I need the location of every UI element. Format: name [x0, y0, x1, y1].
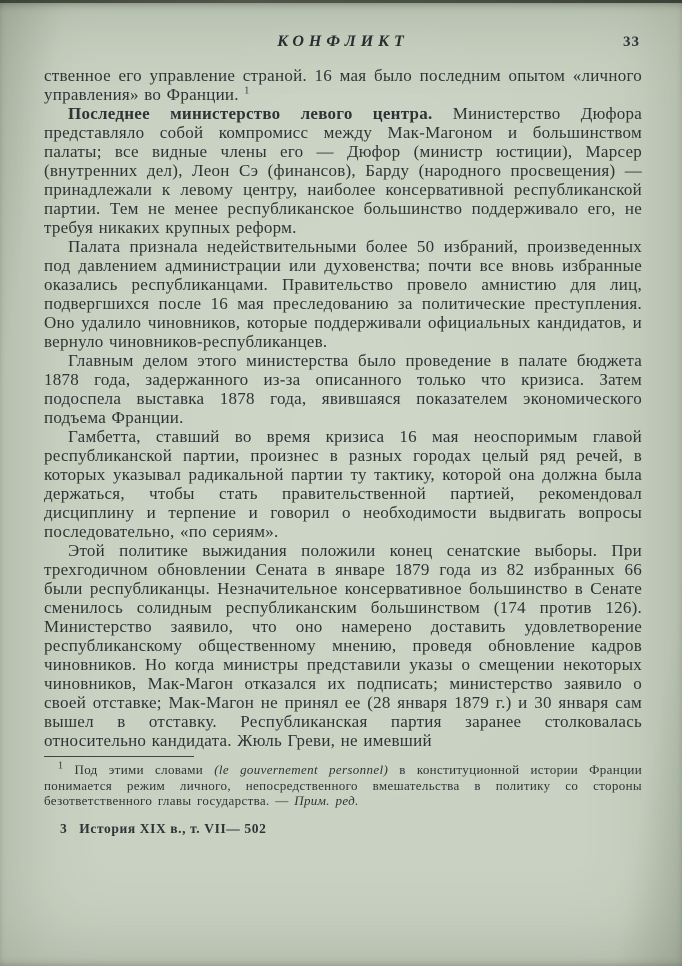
text-segment: Главным делом этого министерства было проведение в палате бюджета 1878 года, задержанного из-за описанного только что кризиса. Затем подоспела выставка 1878 года, явившаяся показателем экономического подъема Франции.: [44, 351, 642, 427]
paragraph: [44, 104, 642, 237]
paragraph: [44, 66, 642, 104]
paragraph: [44, 541, 642, 750]
footnote-rule: [44, 756, 194, 757]
running-title: КОНФЛИКТ: [277, 33, 409, 50]
footnote: [44, 762, 642, 809]
text-segment: в конституционной истории Франции понимается режим личного, непосредственного вмешательства в политику со стороны безответственного главы государства. —: [44, 762, 642, 808]
paragraph: [44, 351, 642, 427]
paragraph: [44, 427, 642, 541]
text-segment: ственное его управление страной. 16 мая было последним опытом «личного управления» во Франции.: [44, 66, 642, 104]
text-segment: Прим. ред.: [294, 793, 359, 808]
text-segment: Палата признала недействительными более 50 избраний, произведенных под давлением администрации или духовенства; почти все вновь избранные оказались республиканцами. Правительство провело амнистию для лиц, подвергшихся после 16 мая преследованию за политические преступления. Оно удалило чиновников, которые поддерживали официальных кандидатов, и вернуло чиновников-республиканцев.: [44, 237, 642, 351]
text-segment: Министерство Дюфора представляло собой компромисс между Мак-Магоном и большинством палаты; все видные члены его — Дюфор (министр юстиции), Марсер (внутренних дел), Леон Сэ (финансов), Барду (народного просвещения) — принадлежали к левому центру, наиболее консервативной республиканской партии. Тем не менее республиканское большинство поддерживало его, не требуя никаких крупных реформ.: [44, 104, 643, 237]
signature-line: 3 История XIX в., т. VII— 502: [60, 820, 267, 836]
page-header: [44, 33, 642, 55]
text-segment: Гамбетта, ставший во время кризиса 16 мая неоспоримым главой республиканской партии, произнес в разных городах целый ряд речей, в которых указывал радикальной партии ту тактику, которой она должна была держаться, чтобы стать правительственной партией, рекомендовал дисциплину и терпение и говорил о необходимости выдвигать вопросы последовательно, «по сериям».: [44, 427, 642, 541]
text-segment: 1: [244, 85, 250, 97]
page-number: 33: [623, 34, 640, 50]
text-segment: Последнее министерство левого центра.: [68, 104, 453, 123]
body-text: [44, 66, 642, 750]
text-segment: Этой политике выжидания положили конец сенатские выборы. При трехгодичном обновлении Сената в январе 1879 года из 82 избранных 66 были республиканцы. Незначительное консервативное большинство в Сенате сменилось солидным республиканским большинством (174 против 126). Министерство заявило, что оно намерено доставить удовлетворение республиканскому общественному мнению, проведя обновление кадров чиновников. Но когда министры представили указы о смещении некоторых чиновников, Мак-Магон отказался их подписать; министерство заявило о своей отставке; Мак-Магон не принял ее (28 января 1879 г.) и 30 января сам вышел в отставку. Республиканская партия заранее столковалась относительно кандидата. Жюль Греви, не имевший: [44, 541, 642, 750]
text-segment: Под этими словами: [63, 762, 215, 777]
text-segment: (le gouvernement personnel): [214, 762, 389, 777]
text-segment: 1: [58, 760, 64, 772]
paragraph: [44, 237, 642, 351]
